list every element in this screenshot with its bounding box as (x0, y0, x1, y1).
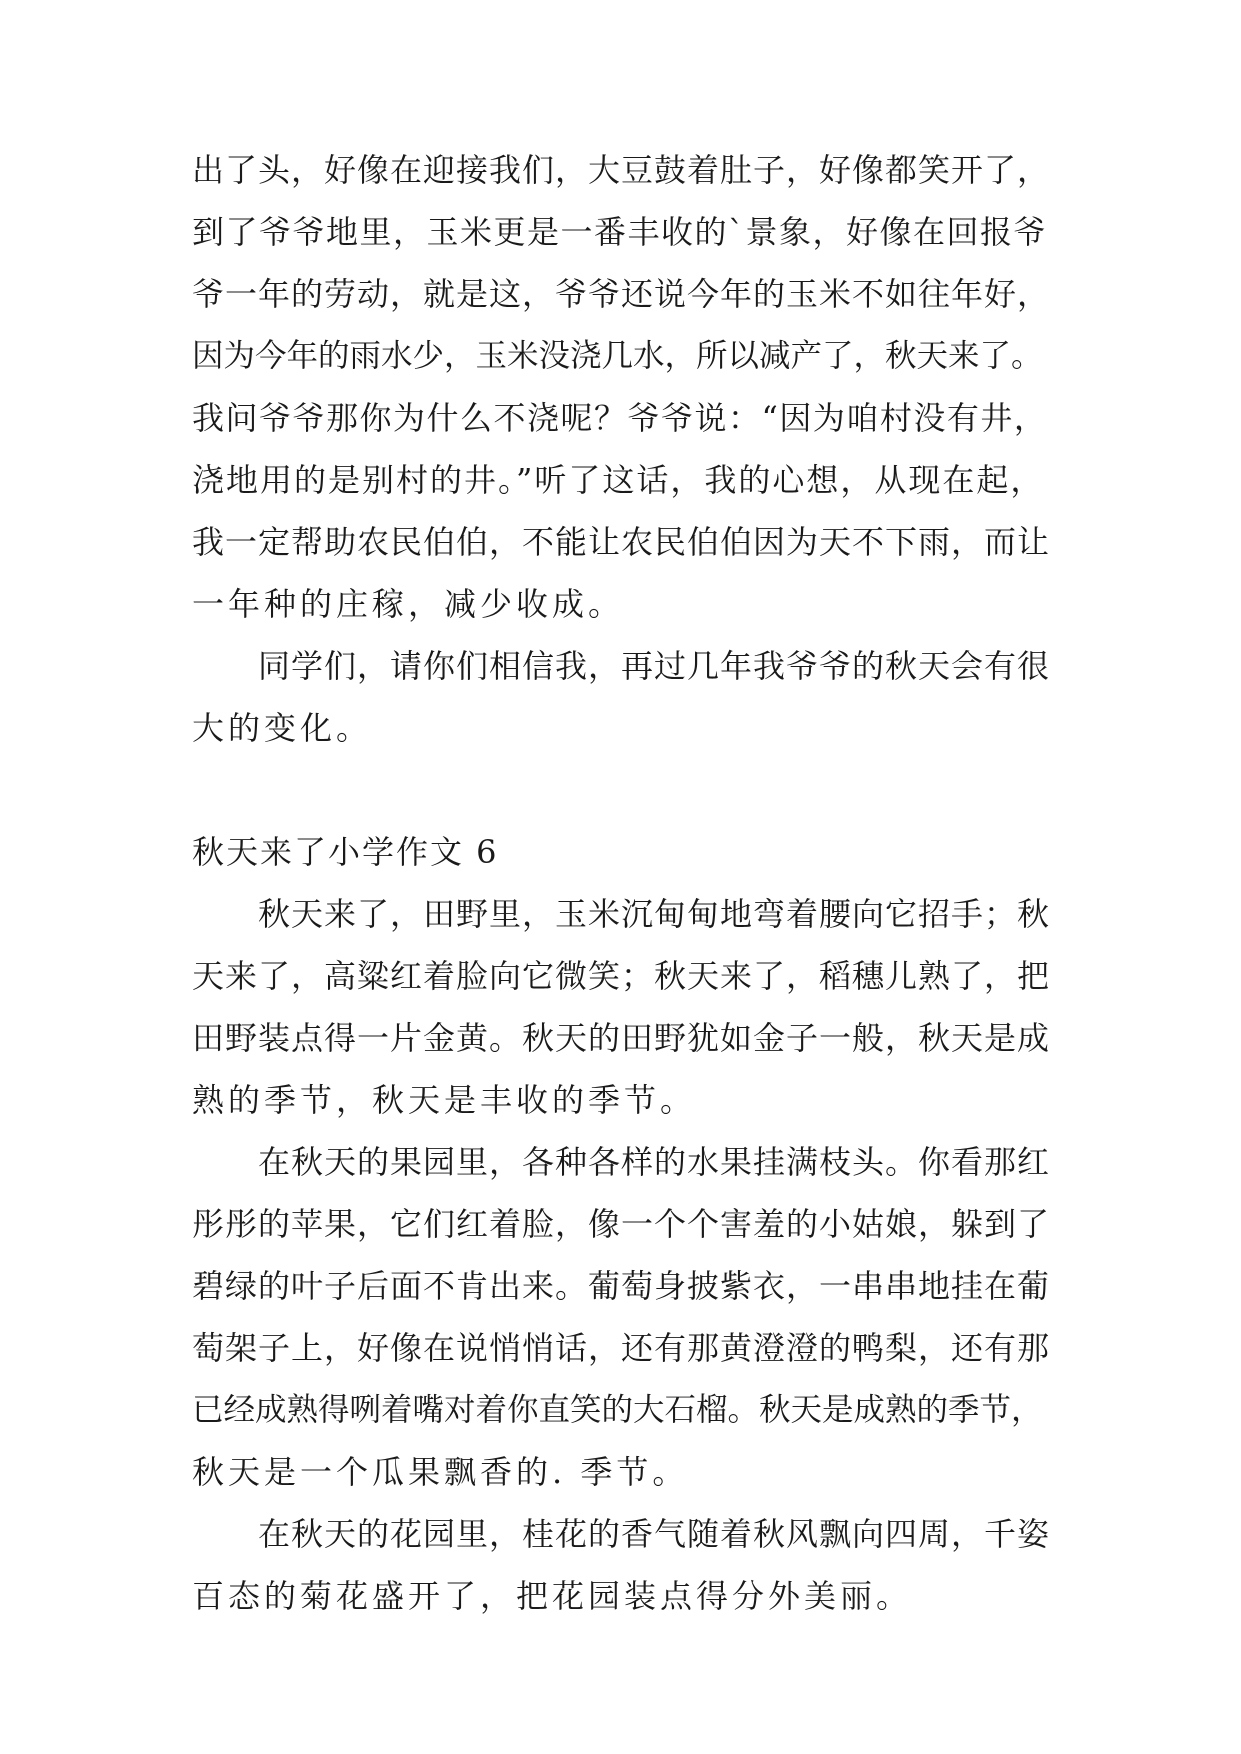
text-line-6: 浇地用的是别村的井。”听了这话，我的心想，从现在起， (192, 461, 1045, 499)
text-line-5: 我问爷爷那你为什么不浇呢？爷爷说：“因为咱村没有井， (192, 399, 1048, 437)
text-line-21: 秋天是一个瓜果飘香的. 季节。 (192, 1453, 689, 1491)
text-line-20: 已经成熟得咧着嘴对着你直笑的大石榴。秋天是成熟的季节， (192, 1392, 1043, 1428)
text-line-16: 在秋天的果园里，各种各样的水果挂满枝头。你看那红 (192, 1143, 1051, 1181)
text-line-13: 天来了，高粱红着脸向它微笑；秋天来了，稻穗儿熟了，把 (192, 957, 1051, 995)
section-heading: 秋天来了小学作文 6 (192, 833, 499, 871)
text-line-3: 爷一年的劳动，就是这，爷爷还说今年的玉米不如往年好， (192, 275, 1051, 313)
text-line-19: 萄架子上，好像在说悄悄话，还有那黄澄澄的鸭梨，还有那 (192, 1329, 1051, 1367)
text-line-18: 碧绿的叶子后面不肯出来。葡萄身披紫衣，一串串地挂在葡 (192, 1267, 1051, 1305)
text-line-4: 因为今年的雨水少，玉米没浇几水，所以减产了，秋天来了。 (192, 338, 1043, 374)
text-line-10: 大的变化。 (192, 709, 373, 747)
text-line-12: 秋天来了，田野里，玉米沉甸甸地弯着腰向它招手；秋 (192, 895, 1051, 933)
text-line-9: 同学们，请你们相信我，再过几年我爷爷的秋天会有很 (192, 647, 1051, 685)
text-line-15: 熟的季节，秋天是丰收的季节。 (192, 1081, 697, 1119)
text-line-8: 一年种的庄稼，减少收成。 (192, 585, 625, 623)
text-line-1: 出了头，好像在迎接我们，大豆鼓着肚子，好像都笑开了， (192, 151, 1051, 189)
text-line-2: 到了爷爷地里，玉米更是一番丰收的`景象，好像在回报爷 (192, 213, 1048, 251)
text-line-7: 我一定帮助农民伯伯，不能让农民伯伯因为天不下雨，而让 (192, 523, 1051, 561)
text-line-17: 彤彤的苹果，它们红着脸，像一个个害羞的小姑娘，躲到了 (192, 1205, 1051, 1243)
text-line-23: 百态的菊花盛开了，把花园装点得分外美丽。 (192, 1577, 913, 1615)
text-line-22: 在秋天的花园里，桂花的香气随着秋风飘向四周，千姿 (192, 1515, 1051, 1553)
text-line-14: 田野装点得一片金黄。秋天的田野犹如金子一般，秋天是成 (192, 1019, 1051, 1057)
